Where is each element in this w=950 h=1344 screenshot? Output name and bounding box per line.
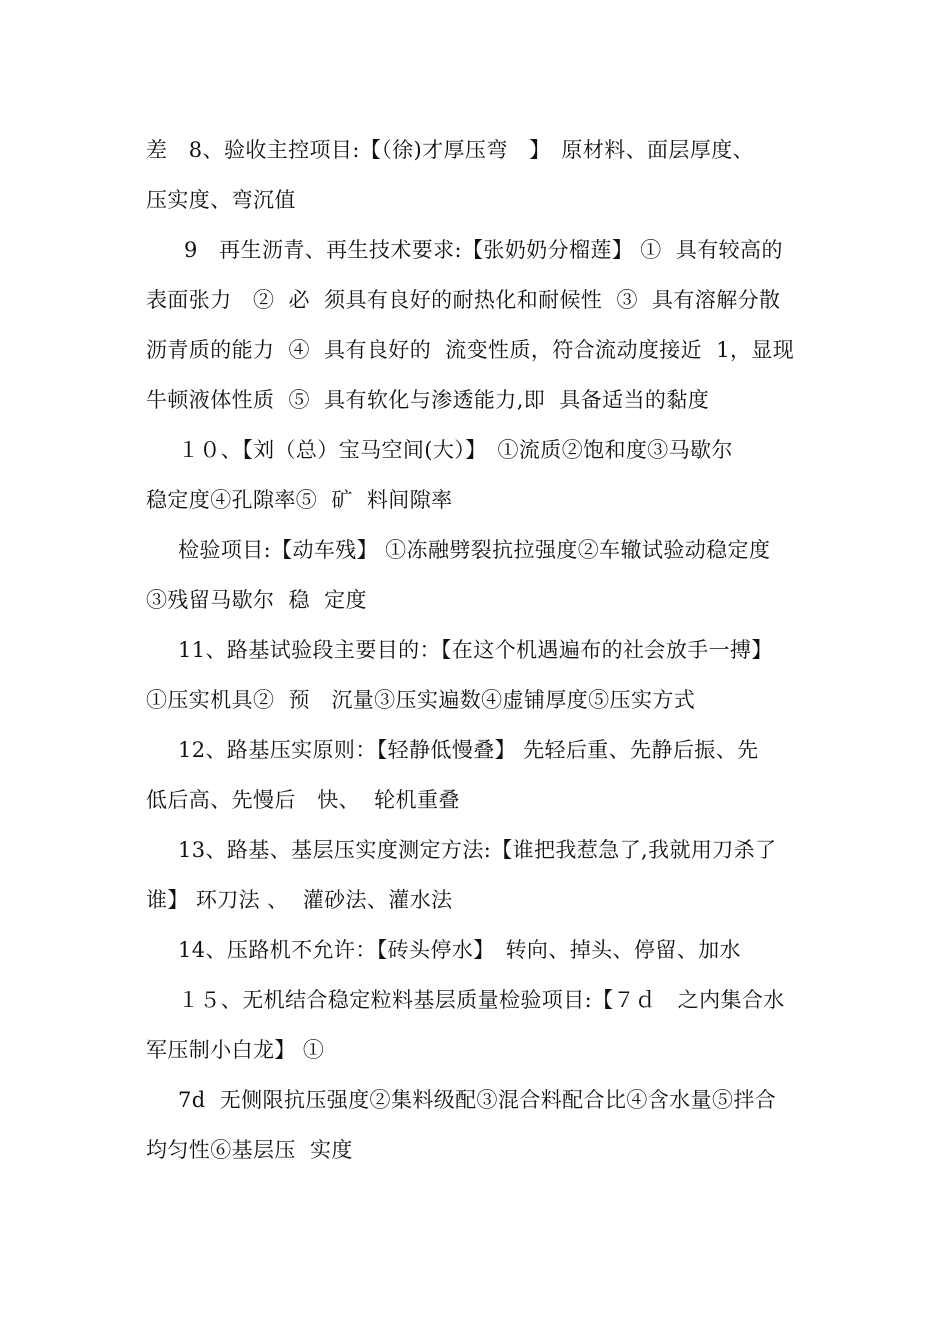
text-line-9: 检验项目:【动车残】 ①冻融劈裂抗拉强度②车辙试验动稳定度: [178, 538, 771, 562]
text-line-8: 稳定度④孔隙率⑤ 矿 料间隙率: [146, 488, 453, 512]
text-line-11: 11、路基试验段主要目的：【在这个机遇遍布的社会放手一搏】: [178, 638, 773, 662]
text-line-15: 13、路基、基层压实度测定方法:【谁把我惹急了,我就用刀杀了: [178, 838, 777, 862]
text-line-3: 9 再生沥青、再生技术要求:【张奶奶分榴莲】 ① 具有较高的: [184, 238, 783, 262]
text-line-13: 12、路基压实原则：【轻静低慢叠】 先轻后重、先静后振、先: [178, 738, 759, 762]
text-line-2: 压实度、弯沉值: [146, 188, 296, 212]
text-line-14: 低后高、先慢后 快、 轮机重叠: [146, 788, 460, 812]
text-line-4: 表面张力 ② 必 须具有良好的耐热化和耐候性 ③ 具有溶解分散: [146, 288, 781, 312]
text-line-6: 牛顿液体性质 ⑤ 具有软化与渗透能力,即 具备适当的黏度: [146, 388, 710, 412]
text-line-7: １０、【刘（总）宝马空间(大）】 ①流质②饱和度③马歇尔: [178, 438, 733, 462]
text-line-19: 军压制小白龙】 ①: [146, 1038, 325, 1062]
text-line-17: 14、压路机不允许：【砖头停水】 转向、掉头、停留、加水: [178, 938, 741, 962]
text-line-18: １５、无机结合稳定粒料基层质量检验项目:【７ｄ 之内集合水: [178, 988, 785, 1012]
text-line-21: 均匀性⑥基层压 实度: [146, 1138, 353, 1162]
text-line-20: 7d 无侧限抗压强度②集料级配③混合料配合比④含水量⑤拌合: [178, 1088, 777, 1112]
text-line-12: ①压实机具② 预 沉量③压实遍数④虚铺厚度⑤压实方式: [146, 688, 696, 712]
text-line-1: 差 8、验收主控项目:【（徐)才厚压弯 】 原材料、面层厚度、: [146, 138, 755, 162]
text-line-10: ③残留马歇尔 稳 定度: [146, 588, 367, 612]
text-line-5: 沥青质的能力 ④ 具有良好的 流变性质，符合流动度接近 1，显现: [146, 338, 795, 362]
text-line-16: 谁】 环刀法 、 灌砂法、灌水法: [146, 888, 453, 912]
